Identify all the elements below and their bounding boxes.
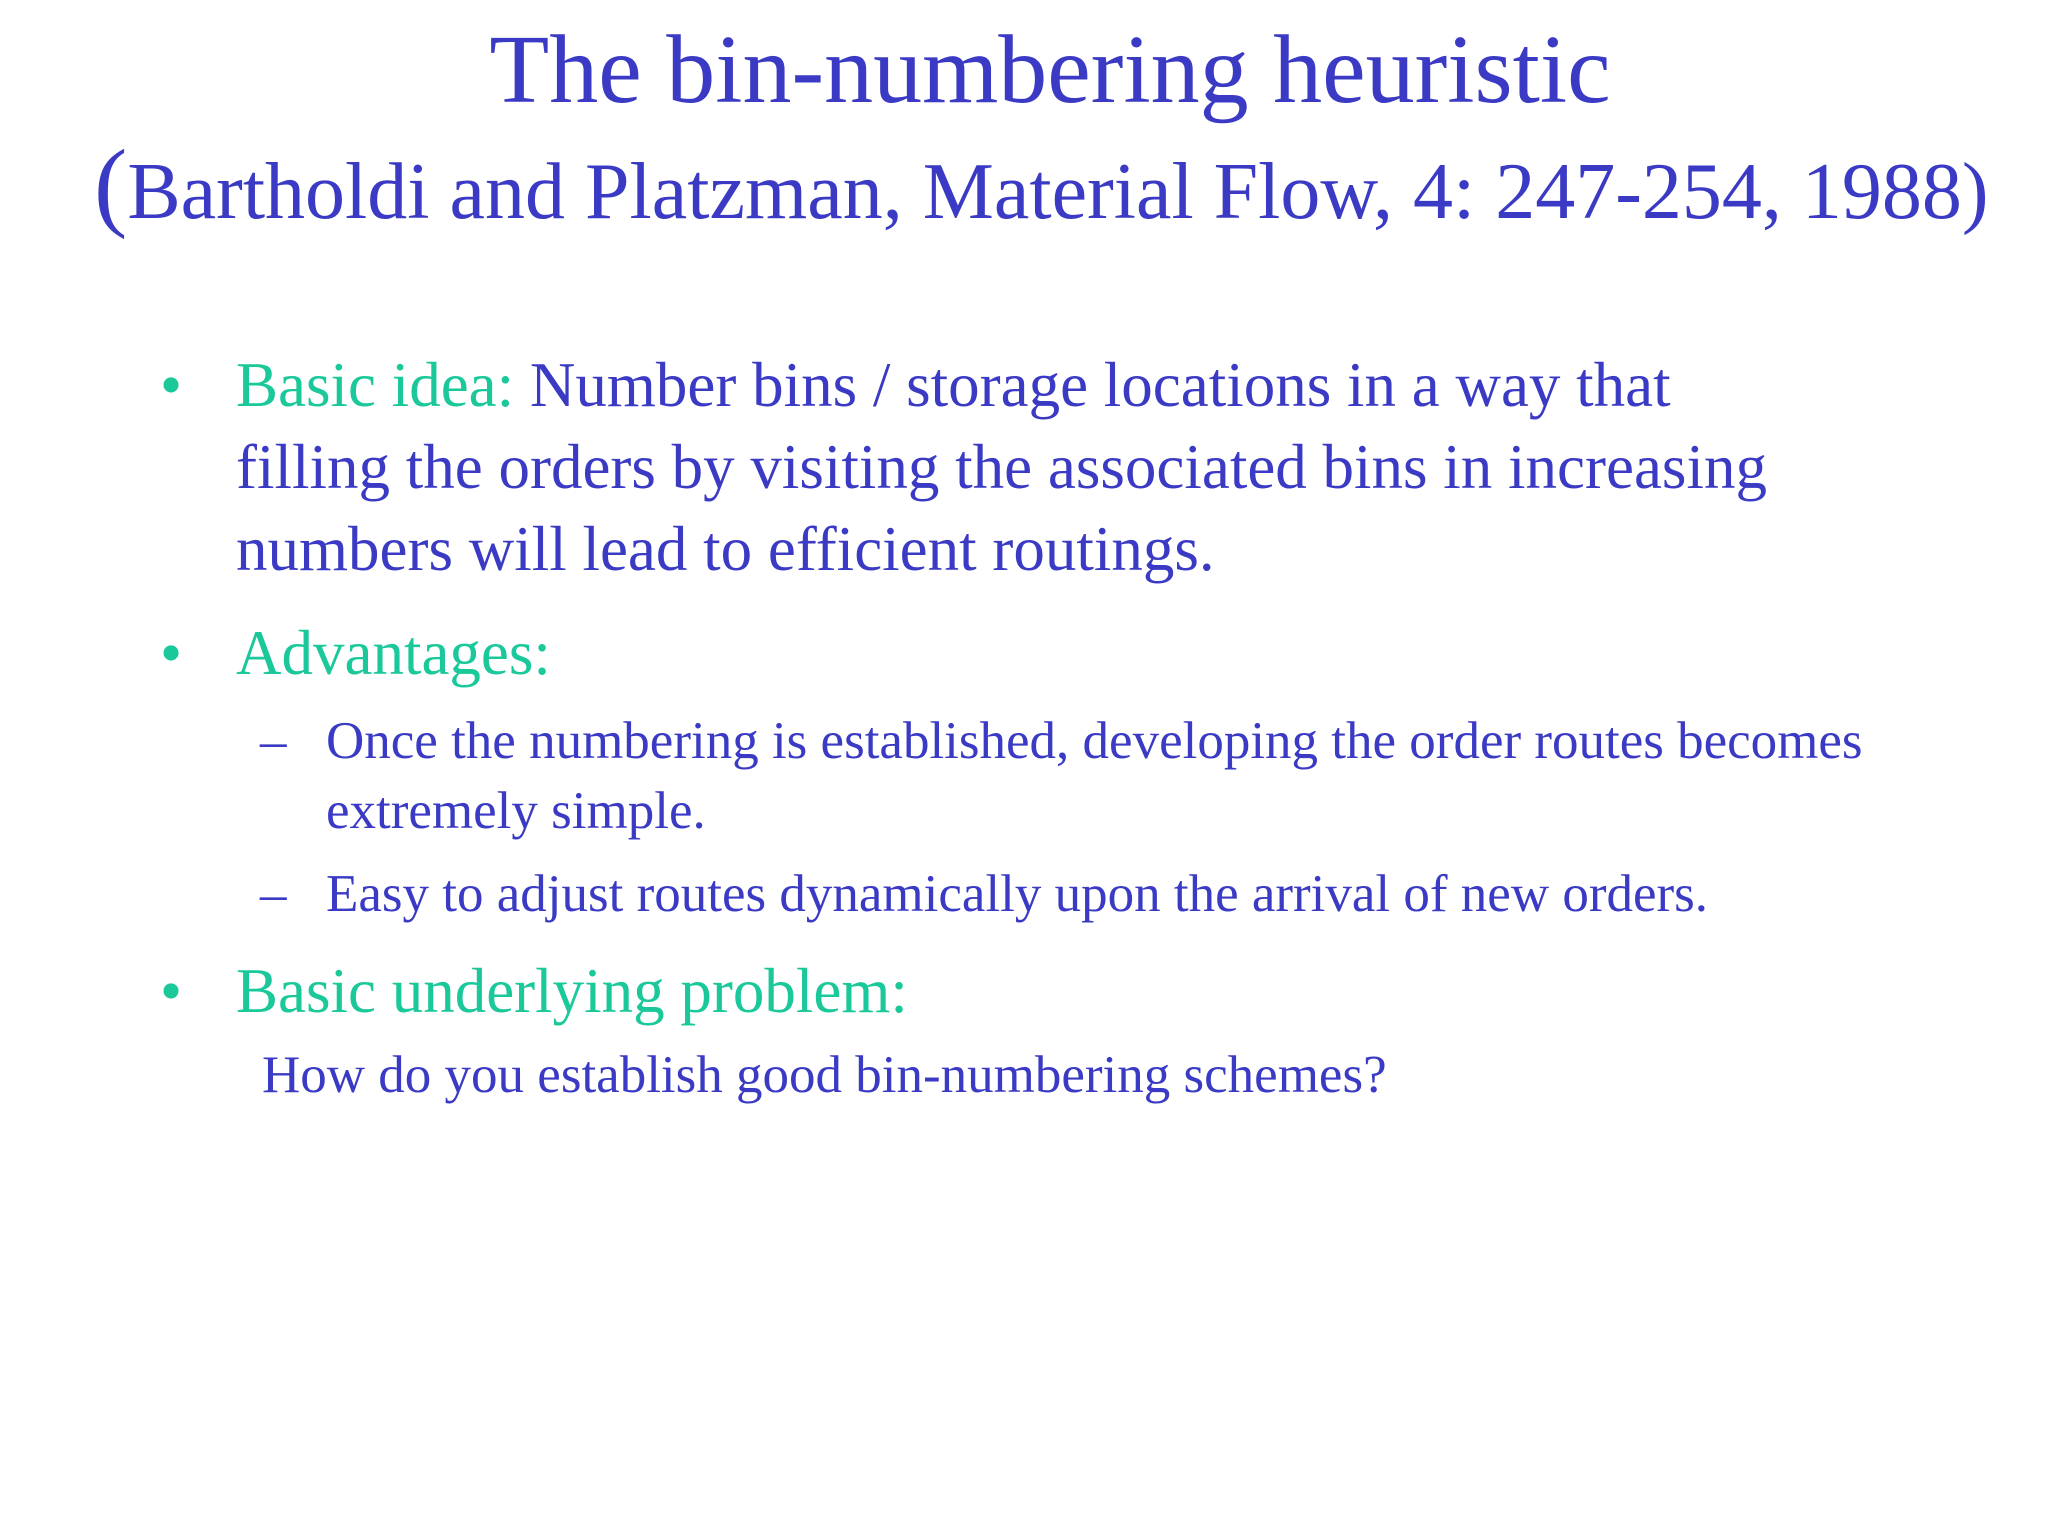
followup-question: How do you establish good bin-numbering schemes?: [262, 1046, 1387, 1104]
dash-marker: –: [260, 865, 287, 923]
bullet-marker: •: [160, 350, 183, 420]
bullet-basic-idea: [160, 344, 1836, 590]
subitem-advantage-1: [260, 706, 1876, 846]
slide-subtitle: [94, 130, 1988, 247]
bullet-underlying-problem: [160, 950, 1836, 1032]
subtitle-text: Bartholdi and Platzman, Material Flow, 4: 247-254, 1988): [127, 148, 1989, 236]
bullet-marker: •: [160, 618, 183, 688]
bullet-text-basic-idea: Number bins / storage locations in a way that filling the orders by visiting the associated bins in increasing numbers will lead to efficient routings.: [236, 350, 1767, 584]
subitem-text: Once the numbering is established, developing the order routes becomes extremely simple.: [326, 712, 1863, 840]
bullet-label-underlying-problem: Basic underlying problem:: [236, 956, 908, 1026]
subtitle-open-paren: (: [94, 129, 128, 240]
subitem-advantage-2: [260, 859, 1876, 929]
slide-title: The bin-numbering heuristic: [489, 16, 1611, 124]
subitem-text: Easy to adjust routes dynamically upon the arrival of new orders.: [326, 865, 1709, 923]
dash-marker: –: [260, 712, 287, 770]
bullet-label-advantages: Advantages:: [236, 618, 551, 688]
bullet-marker: •: [160, 956, 183, 1026]
bullet-advantages: [160, 612, 1836, 694]
bullet-label-basic-idea: Basic idea:: [236, 350, 515, 420]
